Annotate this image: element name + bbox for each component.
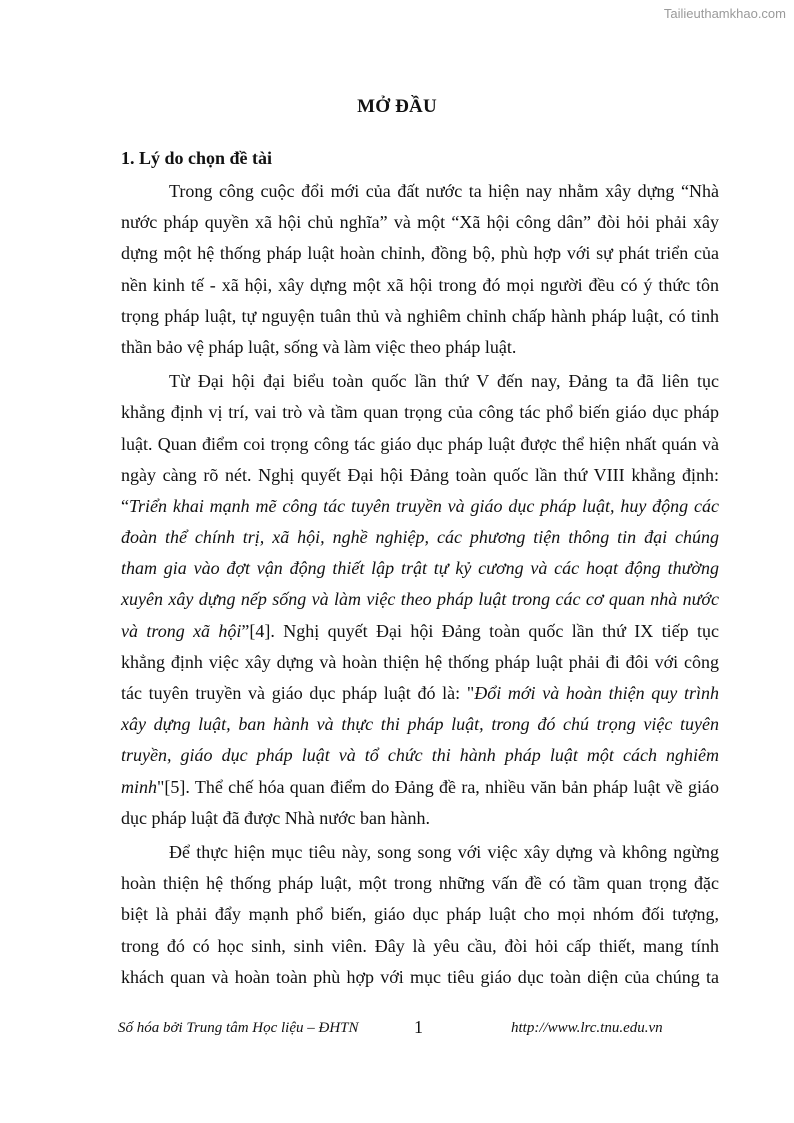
footer-source: Số hóa bởi Trung tâm Học liệu – ĐHTN xyxy=(118,1020,359,1036)
text-line: Từ Đại hội đại biểu toàn quốc lần thứ V đến nay, Đảng ta đã liên tục xyxy=(169,371,719,392)
text-line: hoàn thiện hệ thống pháp luật, một trong những vấn đề có tầm quan trọng đặc xyxy=(121,873,719,894)
text-line: ngày càng rõ nét. Nghị quyết Đại hội Đảng toàn quốc lần thứ VIII khẳng định: xyxy=(121,464,719,485)
quote-text: truyền, giáo dục pháp luật và tổ chức thi hành pháp luật một cách nghiêm xyxy=(121,745,719,766)
plain-text: tác tuyên truyền và giáo dục pháp luật đó là: " xyxy=(121,683,475,703)
text-line xyxy=(121,678,719,709)
quote-text: đoàn thể chính trị, xã hội, nghề nghiệp, các phương tiện thông tin đại chúng xyxy=(121,527,719,548)
page-title: MỞ ĐẦU xyxy=(357,96,437,117)
page-number: 1 xyxy=(414,1017,423,1037)
footer-url: http://www.lrc.tnu.edu.vn xyxy=(511,1020,663,1036)
text-line: luật. Quan điểm coi trọng công tác giáo dục pháp luật được thể hiện nhất quán và xyxy=(121,433,719,454)
text-line xyxy=(121,772,719,803)
text-line: nước pháp quyền xã hội chủ nghĩa” và một “Xã hội công dân” đòi hỏi phải xây xyxy=(121,212,719,233)
text-line xyxy=(121,740,719,771)
text-line: thần bảo vệ pháp luật, sống và làm việc theo pháp luật. xyxy=(121,336,517,357)
text-line xyxy=(121,522,719,553)
quote-text: xây dựng luật, ban hành và thực thi pháp luật, trong đó chú trọng việc tuyên xyxy=(121,714,719,735)
quote-text: xuyên xây dựng nếp sống và làm việc theo pháp luật trong các cơ quan nhà nước xyxy=(121,589,719,610)
document-body xyxy=(121,176,719,993)
text-line: khẳng định việc xây dựng và hoàn thiện hệ thống pháp luật phải đi đôi với công xyxy=(121,651,719,672)
quote-text: và trong xã hội xyxy=(121,620,242,641)
text-line: khách quan và hoàn toàn phù hợp với mục tiêu giáo dục toàn diện của chúng ta xyxy=(121,966,719,987)
text-line: Để thực hiện mục tiêu này, song song với việc xây dựng và không ngừng xyxy=(169,841,719,862)
text-line: trọng pháp luật, tự nguyện tuân thủ và nghiêm chỉnh chấp hành pháp luật, có tinh xyxy=(121,305,719,326)
text-line: biệt là phải đẩy mạnh phổ biến, giáo dục pháp luật cho mọi nhóm đối tượng, xyxy=(121,904,719,925)
text-line: Trong công cuộc đổi mới của đất nước ta hiện nay nhằm xây dựng “Nhà xyxy=(169,181,719,201)
quote-text: tham gia vào đợt vận động thiết lập trật tự kỷ cương và các hoạt động thường xyxy=(121,558,719,579)
text-line: nền kinh tế - xã hội, xây dựng một xã hội trong đó mọi người đều có ý thức tôn xyxy=(121,274,719,295)
text-line: trong đó có học sinh, sinh viên. Đây là yêu cầu, đòi hỏi cấp thiết, mang tính xyxy=(121,935,719,956)
quote-text: minh xyxy=(121,776,157,797)
quote-text: Đổi mới và hoàn thiện quy trình xyxy=(474,683,719,703)
watermark: Tailieuthamkhao.com xyxy=(663,6,786,21)
text-line: dục pháp luật đã được Nhà nước ban hành. xyxy=(121,807,430,828)
section-heading: 1. Lý do chọn đề tài xyxy=(121,148,273,168)
citation-text: ”[4]. Nghị quyết Đại hội Đảng toàn quốc lần thứ IX tiếp tục xyxy=(241,620,719,641)
text-line: dựng một hệ thống pháp luật hoàn chỉnh, đồng bộ, phù hợp với sự phát triển của xyxy=(121,243,719,264)
text-line xyxy=(121,553,719,584)
text-line xyxy=(121,491,719,522)
quote-text: Triển khai mạnh mẽ công tác tuyên truyền và giáo dục pháp luật, huy động các xyxy=(129,495,719,516)
text-line: khẳng định vị trí, vai trò và tầm quan trọng của công tác phổ biến giáo dục pháp xyxy=(121,402,719,423)
text-line xyxy=(121,584,719,615)
text-line xyxy=(121,616,719,647)
citation-text: "[5]. Thể chế hóa quan điểm do Đảng đề ra, nhiều văn bản pháp luật về giáo xyxy=(157,776,719,797)
text-line xyxy=(121,709,719,740)
open-quote: “ xyxy=(121,495,129,516)
